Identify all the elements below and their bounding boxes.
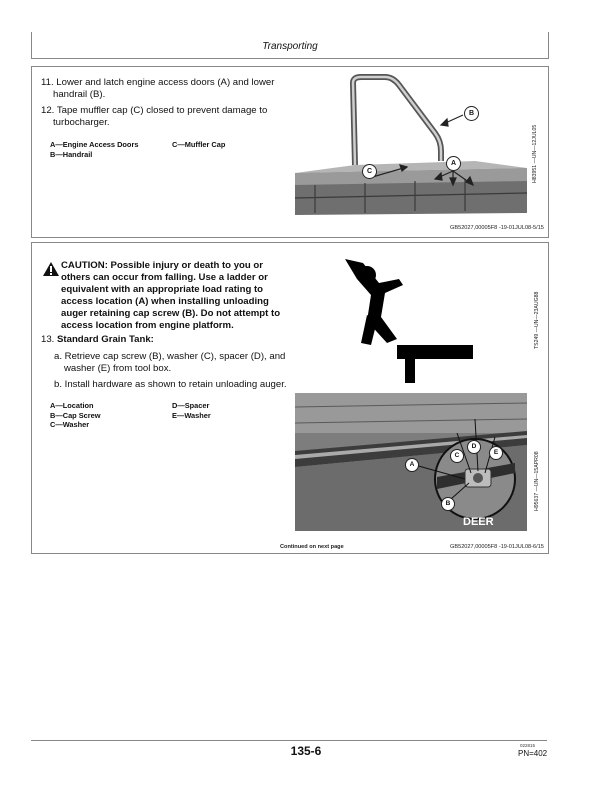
legend-item-b: B—Handrail [50,149,93,159]
footer-pn: PN=402 [518,749,548,758]
callout-c: C [362,164,377,179]
legend2-item-e: E—Washer [172,410,211,420]
watermark-text: DEER [463,516,494,528]
step-13a: a. Retrieve cap screw (B), washer (C), spacer (D), and washer (E) from tool box. [54,351,286,374]
legend2-item-a: A—Location [50,401,94,410]
section-step-13 [31,242,549,554]
footer-rule [31,740,547,741]
callout-location-a: A [405,458,419,472]
legend-col-2 [172,140,225,150]
image-id-1: H83951 —UN—12JUL05 [532,124,538,183]
doc-ref-2: GB52027,00005F8 -19-01JUL08-6/15 [450,544,544,550]
step-11: 11. Lower and latch engine access doors (A) and lower handrail (B). [41,77,275,100]
image-id-3: H95637 —UN—15APR08 [534,451,540,511]
engine-doors-illustration [295,73,527,217]
legend-item-a: A—Engine Access Doors [50,140,139,149]
warning-triangle-icon [42,261,60,277]
step-12: 12. Tape muffler cap (C) closed to prevent damage to turbocharger. [41,105,268,128]
continued-note: Continued on next page [280,544,344,550]
legend2-item-c: C—Washer [50,420,90,429]
legend2-item-d: D—Spacer [172,401,210,410]
header-frame [31,32,549,59]
footer-small-code: 022815 [520,743,536,748]
section-steps-11-12 [31,66,549,238]
caution-text: CAUTION: Possible injury or death to you or others can occur from falling. Use a ladder or equivalent with an appropriate load rating to access location (A) when installing unloading auger retaining cap screw (B). Do not attempt to access location from engine platform. [61,260,281,331]
legend-item-c: C—Muffler Cap [172,140,226,149]
page-header-title: Transporting [262,41,318,52]
callout-d: D [467,440,481,454]
step-13b: b. Install hardware as shown to retain unloading auger. [54,379,287,390]
callout-a: A [446,156,461,171]
callout-b: B [464,106,479,121]
callout-washer-c: C [450,449,464,463]
callout-cap-screw-b: B [441,497,455,511]
callout-e: E [489,446,503,460]
legend-col-1 [50,140,138,159]
image-id-2: TS249 —UN—23AUG88 [534,291,540,349]
step-13: 13. Standard Grain Tank: [41,334,154,345]
page-number: 135-6 [290,744,322,758]
falling-person-icon [327,251,487,385]
legend2-col-2 [172,401,211,420]
legend2-item-b: B—Cap Screw [50,410,101,420]
doc-ref-1: GB52027,00005F8 -19-01JUL08-5/15 [450,225,544,231]
legend2-col-1 [50,401,101,430]
